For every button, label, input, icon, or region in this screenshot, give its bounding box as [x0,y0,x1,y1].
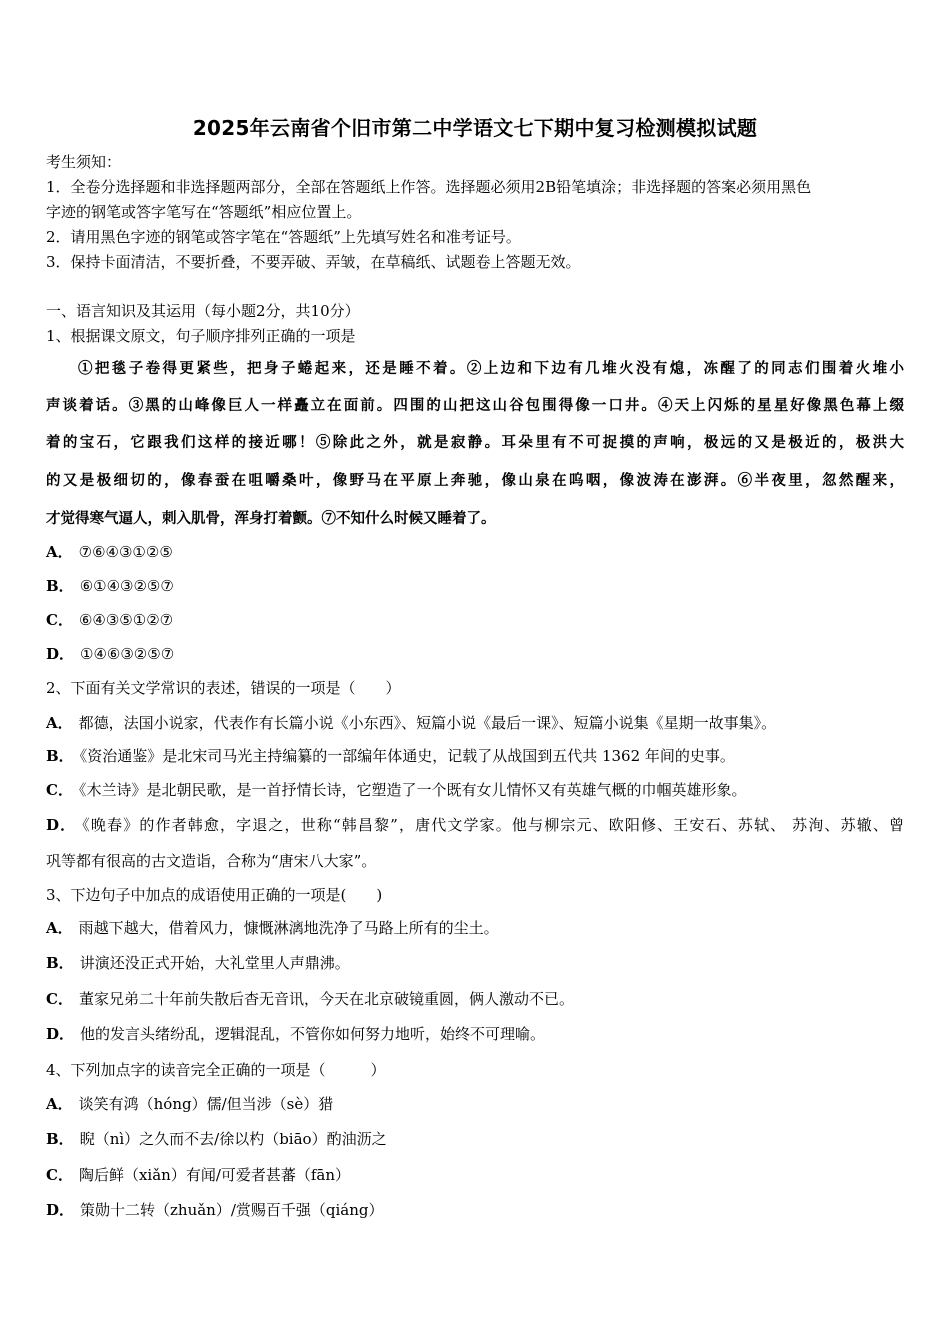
option-text: 都德，法国小说家，代表作有长篇小说《小东西》、短篇小说《最后一课》、短篇小说集《星期一故事集》。 [78,714,777,732]
option-letter: D． [46,1201,75,1219]
q2-option-d-continuation: 巩等都有很高的古文造诣，合称为“唐宋八大家”。 [46,852,377,870]
passage-line-4: 的又是极细切的，像春蚕在咀嚼桑叶，像野马在平原上奔驰，像山泉在呜咽，像波涛在澎湃。⑥半夜里，忽然醒来， [46,472,904,489]
option-text: 谈笑有鸿（hóng）儒/但当涉（sè）猎 [78,1095,334,1113]
notice-line-3: 2．请用黑色字迹的钢笔或答字笔在“答题纸”上先填写姓名和准考证号。 [46,228,521,246]
option-text: 雨越下越大，借着风力，慷慨淋漓地洗净了马路上所有的尘土。 [78,919,499,937]
q1-option-d[interactable] [46,644,174,664]
notice-line-2: 字迹的钢笔或答字笔写在“答题纸”相应位置上。 [46,203,362,221]
notice-heading: 考生须知： [46,153,122,171]
option-letter: D． [46,816,77,834]
option-text: ⑥①④③②⑤⑦ [79,577,174,595]
passage-line-1: ①把毯子卷得更紧些，把身子蜷起来，还是睡不着。②上边和下边有几堆火没有熄，冻醒了的同志们围着火堆小 [78,360,904,377]
q3-option-b[interactable] [46,953,350,973]
option-letter: C． [46,611,73,629]
option-letter: B． [46,954,74,972]
q1-option-a[interactable] [46,542,173,562]
option-text: ①④⑥③②⑤⑦ [80,645,175,663]
option-text: 董家兄弟二十年前失散后杳无音讯，今天在北京破镜重圆，俩人激动不已。 [78,990,574,1008]
option-letter: B． [46,577,74,595]
passage-line-2: 声谈着话。③黑的山峰像巨人一样矗立在面前。四围的山把这山谷包围得像一口井。④天上闪烁的星星好像黑色幕上缀 [46,397,904,414]
q2-option-c[interactable] [46,780,746,800]
option-text: 《资治通鉴》是北宋司马光主持编纂的一部编年体通史，记载了从战国到五代共 1362 年间的史事。 [79,747,735,765]
q2-option-d[interactable] [46,815,904,835]
option-text: 睨（nì）之久而不去/徐以杓（biāo）酌油沥之 [79,1130,387,1148]
option-letter: C． [46,1166,73,1184]
notice-line-1: 1．全卷分选择题和非选择题两部分，全部在答题纸上作答。选择题必须用2B铅笔填涂；非选择题的答案必须用黑色 [46,178,812,196]
option-letter: C． [46,990,73,1008]
option-letter: A． [46,1095,73,1113]
section-heading: 一、语言知识及其运用（每小题2分，共10分） [46,302,360,320]
q3-option-c[interactable] [46,989,574,1009]
option-letter: D． [46,645,75,663]
option-text: 《木兰诗》是北朝民歌，是一首抒情长诗，它塑造了一个既有女儿情怀又有英雄气概的巾帼英雄形象。 [78,781,747,799]
notice-line-4: 3．保持卡面清洁，不要折叠，不要弄破、弄皱，在草稿纸、试题卷上答题无效。 [46,253,581,271]
q4-option-d[interactable] [46,1200,384,1220]
q2-option-b[interactable] [46,746,735,766]
q1-option-b[interactable] [46,576,174,596]
option-text: 《晚春》的作者韩愈，字退之，世称“韩昌黎”，唐代文学家。他与柳宗元、欧阳修、王安石、苏轼、 苏洵、苏辙、曾 [82,816,904,834]
q4-option-c[interactable] [46,1165,350,1185]
option-text: 他的发言头绪纷乱，逻辑混乱，不管你如何努力地听，始终不可理喻。 [80,1025,546,1043]
q3-option-a[interactable] [46,918,499,938]
option-text: ⑥④③⑤①②⑦ [78,611,174,629]
option-letter: D． [46,1025,75,1043]
option-letter: A． [46,543,73,561]
option-text: 陶后鲜（xiǎn）有闻/可爱者甚蕃（fān） [78,1166,351,1184]
q4-option-b[interactable] [46,1129,387,1149]
passage-line-5: 才觉得寒气逼人，刺入肌骨，浑身打着颤。⑦不知什么时候又睡着了。 [46,510,496,527]
question-1-stem: 1、根据课文原文，句子顺序排列正确的一项是 [46,327,356,345]
q2-option-a[interactable] [46,713,776,733]
passage-line-3: 着的宝石，它跟我们这样的接近哪！⑤除此之外，就是寂静。耳朵里有不可捉摸的声响，极远的又是极近的，极洪大 [46,434,904,451]
q4-option-a[interactable] [46,1094,333,1114]
question-2-stem: 2、下面有关文学常识的表述，错误的一项是（ ） [46,679,401,697]
question-3-stem: 3、下边句子中加点的成语使用正确的一项是( ) [46,886,383,904]
q3-option-d[interactable] [46,1024,545,1044]
option-letter: B． [46,1130,74,1148]
option-text: 策勋十二转（zhuǎn）/赏赐百千强（qiáng） [80,1201,384,1219]
option-letter: B． [46,747,74,765]
option-text: ⑦⑥④③①②⑤ [78,543,173,561]
option-text: 讲演还没正式开始，大礼堂里人声鼎沸。 [79,954,350,972]
page-title: 2025年云南省个旧市第二中学语文七下期中复习检测模拟试题 [192,116,758,140]
option-letter: A． [46,714,73,732]
question-4-stem: 4、下列加点字的读音完全正确的一项是（ ） [46,1061,386,1079]
option-letter: C． [46,781,73,799]
option-letter: A． [46,919,73,937]
q1-option-c[interactable] [46,610,173,630]
